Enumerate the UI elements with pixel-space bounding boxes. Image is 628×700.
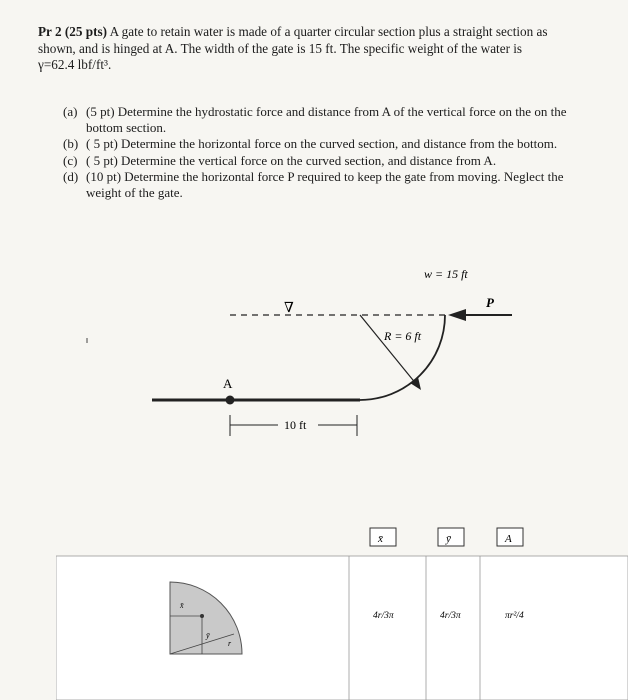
figure-r-label: r	[228, 639, 232, 648]
part-b-text: ( 5 pt) Determine the horizontal force on the curved section, and distance from the bottom.	[86, 136, 558, 151]
part-c-text: ( 5 pt) Determine the vertical force on the curved section, and distance from A.	[86, 152, 497, 168]
part-a-label: (a)	[63, 104, 78, 119]
header-ybar: ȳ	[446, 533, 451, 545]
header-xbar: x̄	[378, 533, 383, 545]
question-parts	[63, 104, 583, 201]
part-a	[63, 104, 583, 135]
hinge-a	[226, 396, 235, 405]
curved-gate-section	[360, 315, 445, 400]
force-p-label: P	[486, 295, 494, 310]
gate-diagram	[0, 250, 628, 450]
part-d	[63, 169, 583, 200]
header-area: A	[505, 533, 512, 545]
problem-title: Pr 2 (25 pts)	[38, 24, 107, 39]
part-b	[63, 136, 583, 152]
radius-label: R = 6 ft	[384, 329, 422, 343]
table-body	[56, 556, 628, 700]
ybar-formula: 4r/3π	[440, 611, 461, 621]
figure-xbar-label: x̄	[180, 601, 184, 610]
part-b-label: (b)	[63, 136, 79, 151]
part-d-text: (10 pt) Determine the horizontal force P required to keep the gate from moving. Neglect the weight of the gate.	[86, 169, 564, 200]
part-d-label: (d)	[63, 169, 79, 184]
problem-statement	[38, 24, 593, 74]
header-ybar-box	[438, 528, 464, 546]
centroid-dot	[200, 614, 204, 618]
centroid-table	[56, 522, 628, 700]
problem-text-1: A gate to retain water is made of a quarter circular section plus a straight section as	[109, 24, 548, 39]
problem-line-2: shown, and is hinged at A. The width of the gate is 15 ft. The specific weight of the water is	[38, 40, 523, 56]
figure-ybar-label: ȳ	[206, 631, 210, 640]
part-a-text: (5 pt) Determine the hydrostatic force and distance from A of the vertical force on the on the bottom section.	[86, 104, 567, 135]
force-p-arrowhead	[448, 309, 466, 321]
problem-line-1	[38, 24, 593, 41]
water-surface-symbol: ∇	[284, 301, 294, 316]
radius-line	[360, 315, 417, 385]
gate-width-label: w = 15 ft	[424, 267, 468, 281]
length-label: 10 ft	[284, 418, 307, 432]
xbar-formula: 4r/3π	[373, 611, 394, 621]
part-c	[63, 153, 583, 169]
problem-line-3: γ=62.4 lbf/ft³.	[38, 57, 112, 72]
area-formula: πr²/4	[505, 611, 524, 621]
header-xbar-box	[370, 528, 396, 546]
hinge-label: A	[223, 376, 233, 391]
part-c-label: (c)	[63, 152, 78, 168]
